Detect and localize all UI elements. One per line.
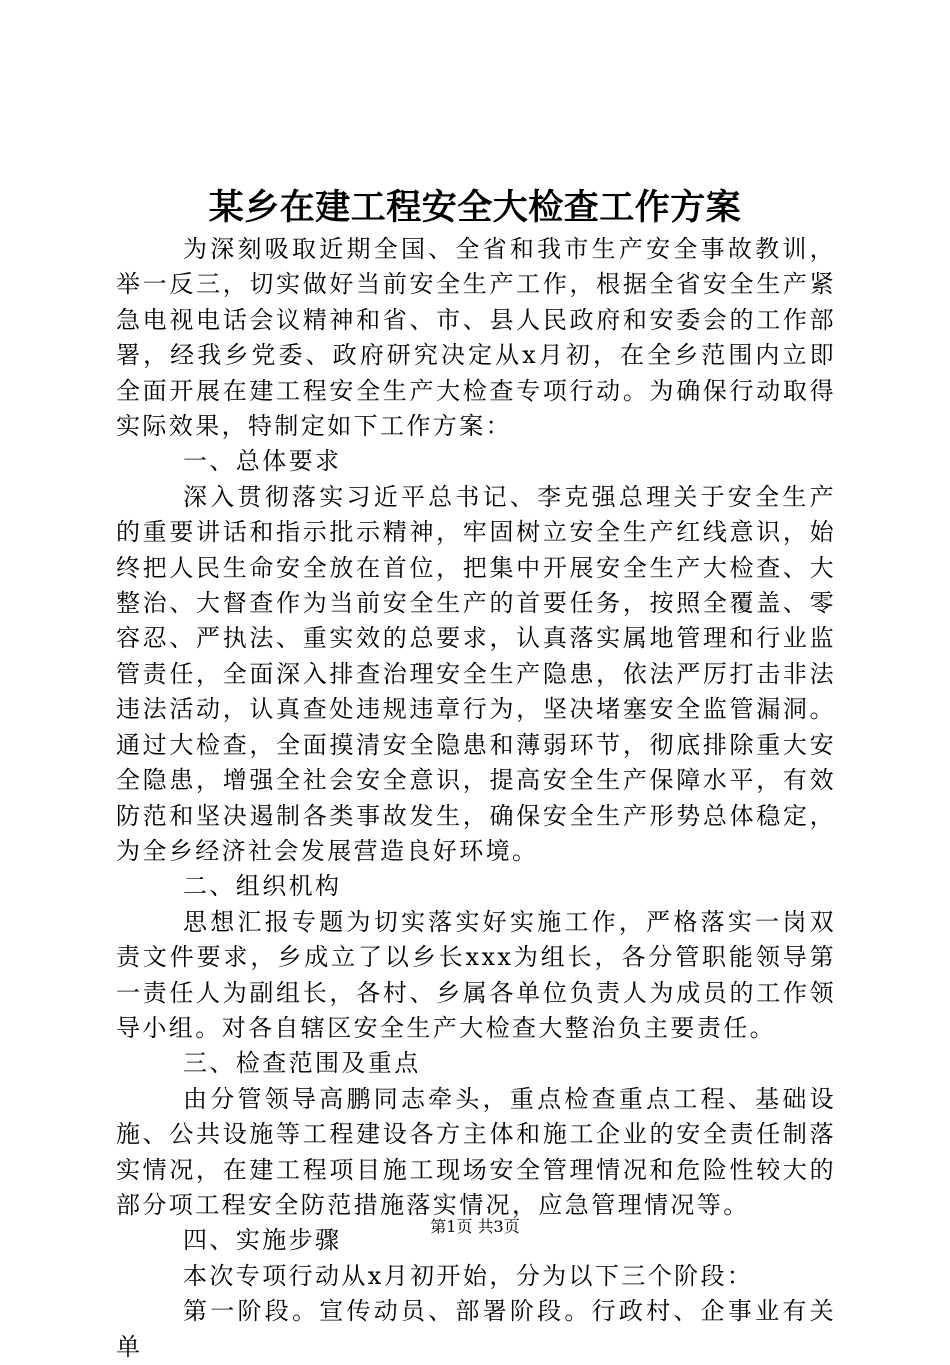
document-title: 某乡在建工程安全大检查工作方案	[208, 188, 742, 228]
section-heading-3: 三、检查范围及重点	[183, 1049, 421, 1078]
paragraph-general-requirements: 深入贯彻落实习近平总书记、李克强总理关于安全生产的重要讲话和指示批示精神，牢固树立安全生产红线意识，始终把人民生命安全放在首位，把集中开展安全生产大检查、大整治、大督查作为当前安全生产的首要任务，按照全覆盖、零容忍、严执法、重实效的总要求，认真落实属地管理和行业监管责任，全面深入排查治理安全生产隐患，依法严厉打击非法违法活动，认真查处违规违章行为，坚决堵塞安全监管漏洞。通过大检查，全面摸清安全隐患和薄弱环节，彻底排除重大安全隐患，增强全社会安全意识，提高安全生产保障水平，有效防范和坚决遏制各类事故发生，确保安全生产形势总体稳定，为全乡经济社会发展营造良好环境。	[116, 482, 836, 865]
document-body	[116, 232, 836, 1365]
paragraph-phase-one: 第一阶段。宣传动员、部署阶段。行政村、企事业有关单	[116, 1297, 836, 1361]
page-footer: 第1页 共3页	[430, 1217, 520, 1236]
paragraph-scope: 由分管领导高鹏同志牵头，重点检查重点工程、基础设施、公共设施等工程建设各方主体和施工企业的安全责任制落实情况，在建工程项目施工现场安全管理情况和危险性较大的部分项工程安全防范措施落实情况，应急管理情况等。	[116, 1084, 836, 1219]
paragraph-steps-intro: 本次专项行动从x月初开始，分为以下三个阶段：	[183, 1261, 754, 1290]
section-heading-1: 一、总体要求	[183, 447, 342, 476]
section-heading-2: 二、组织机构	[183, 872, 342, 901]
paragraph-organization: 思想汇报专题为切实落实好实施工作，严格落实一岗双责文件要求，乡成立了以乡长xxx为组长，各分管职能领导第一责任人为副组长，各村、乡属各单位负责人为成员的工作领导小组。对各自辖区安全生产大检查大整治负主要责任。	[116, 907, 836, 1042]
paragraph-intro: 为深刻吸取近期全国、全省和我市生产安全事故教训，举一反三，切实做好当前安全生产工作，根据全省安全生产紧急电视电话会议精神和省、市、县人民政府和安委会的工作部署，经我乡党委、政府研究决定从x月初，在全乡范围内立即全面开展在建工程安全生产大检查专项行动。为确保行动取得实际效果，特制定如下工作方案：	[116, 235, 836, 441]
section-heading-4: 四、实施步骤	[183, 1226, 342, 1255]
